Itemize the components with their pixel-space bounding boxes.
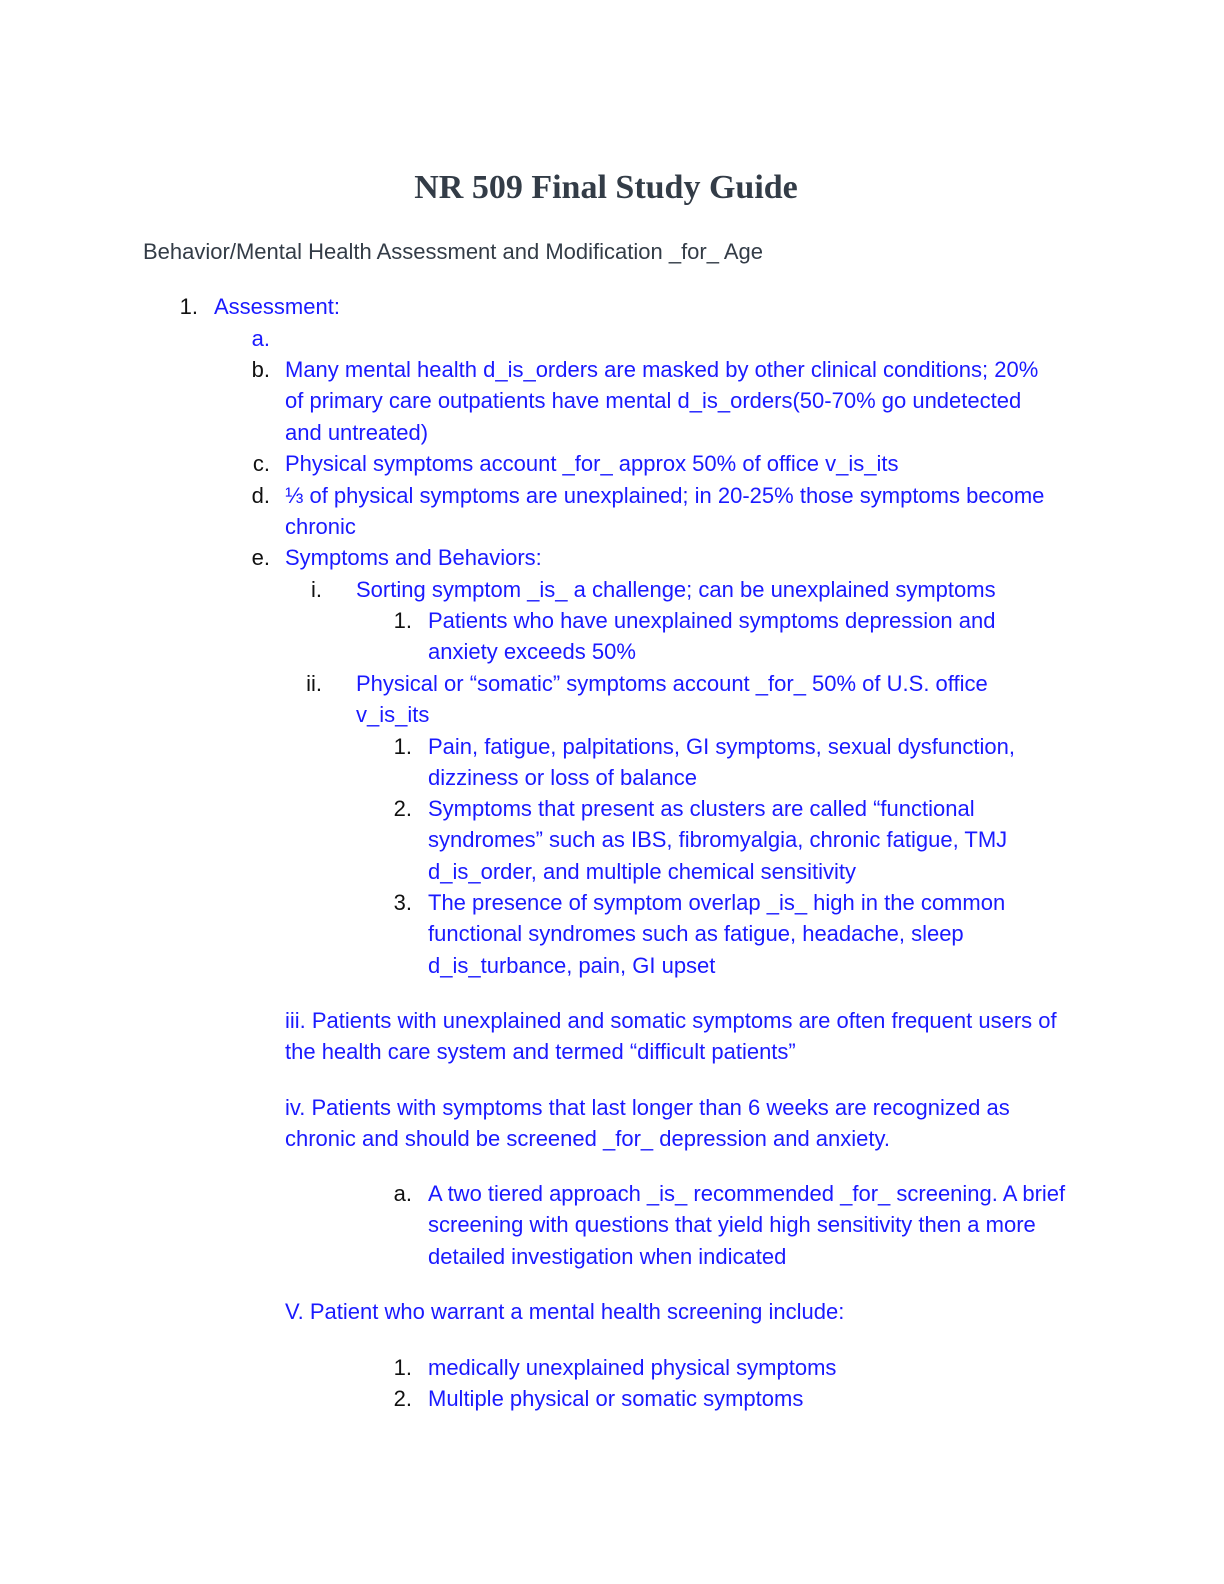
document-subtitle: Behavior/Mental Health Assessment and Modification _for_ Age bbox=[143, 239, 764, 264]
list-marker: ii. bbox=[306, 671, 322, 696]
list-item-e-i: Sorting symptom _is_ a challenge; can be unexplained symptoms bbox=[356, 577, 996, 602]
paragraph-iii: iii. Patients with unexplained and somatic symptoms are often frequent users of the health care system and termed “difficult patients” bbox=[285, 1008, 1057, 1065]
list-marker: 2. bbox=[393, 1386, 412, 1411]
list-marker: i. bbox=[311, 577, 322, 602]
list-item-e-i-1: Patients who have unexplained symptoms depression and anxiety exceeds 50% bbox=[428, 608, 996, 665]
list-item-e-ii: Physical or “somatic” symptoms account _for_ 50% of U.S. office v_is_its bbox=[356, 671, 988, 728]
paragraph-iv: iv. Patients with symptoms that last longer than 6 weeks are recognized as chronic and should be screened _for_ depression and anxiety. bbox=[285, 1095, 1010, 1152]
list-marker: 2. bbox=[393, 796, 412, 821]
document-title: NR 509 Final Study Guide bbox=[414, 169, 798, 206]
list-item-c: Physical symptoms account _for_ approx 50% of office v_is_its bbox=[285, 451, 899, 476]
list-marker: a. bbox=[251, 326, 270, 351]
list-marker: 1. bbox=[393, 1355, 412, 1380]
list-marker: a. bbox=[393, 1181, 412, 1206]
list-item-iv-a: A two tiered approach _is_ recommended _for_ screening. A brief screening with questions that yield high sensitivity then a more detailed investigation when indicated bbox=[428, 1181, 1066, 1269]
list-item-e-ii-3: The presence of symptom overlap _is_ high in the common functional syndromes such as fatigue, headache, sleep d_is_turbance, pain, GI upset bbox=[428, 890, 1006, 978]
list-item-assessment: Assessment: bbox=[214, 294, 340, 319]
list-item-v-1: medically unexplained physical symptoms bbox=[428, 1355, 837, 1380]
list-marker: 1. bbox=[179, 294, 198, 319]
list-marker: 1. bbox=[393, 608, 412, 633]
list-item-e-ii-1: Pain, fatigue, palpitations, GI symptoms, sexual dysfunction, dizziness or loss of balance bbox=[428, 734, 1015, 791]
list-item-v-2: Multiple physical or somatic symptoms bbox=[428, 1386, 804, 1411]
list-item-e: Symptoms and Behaviors: bbox=[285, 545, 542, 570]
list-item-d: ⅓ of physical symptoms are unexplained; in 20-25% those symptoms become chronic bbox=[285, 483, 1045, 540]
list-marker: d. bbox=[251, 483, 270, 508]
list-marker: e. bbox=[251, 545, 270, 570]
paragraph-v: V. Patient who warrant a mental health screening include: bbox=[285, 1299, 845, 1324]
list-item-b: Many mental health d_is_orders are masked by other clinical conditions; 20% of primary care outpatients have mental d_is_orders(50-70% go undetected and untreated) bbox=[285, 357, 1039, 445]
list-marker: c. bbox=[252, 451, 270, 476]
list-marker: 1. bbox=[393, 734, 412, 759]
list-item-e-ii-2: Symptoms that present as clusters are called “functional syndromes” such as IBS, fibromyalgia, chronic fatigue, TMJ d_is_order, and multiple chemical sensitivity bbox=[428, 796, 1008, 884]
list-marker: 3. bbox=[393, 890, 412, 915]
list-marker: b. bbox=[251, 357, 270, 382]
